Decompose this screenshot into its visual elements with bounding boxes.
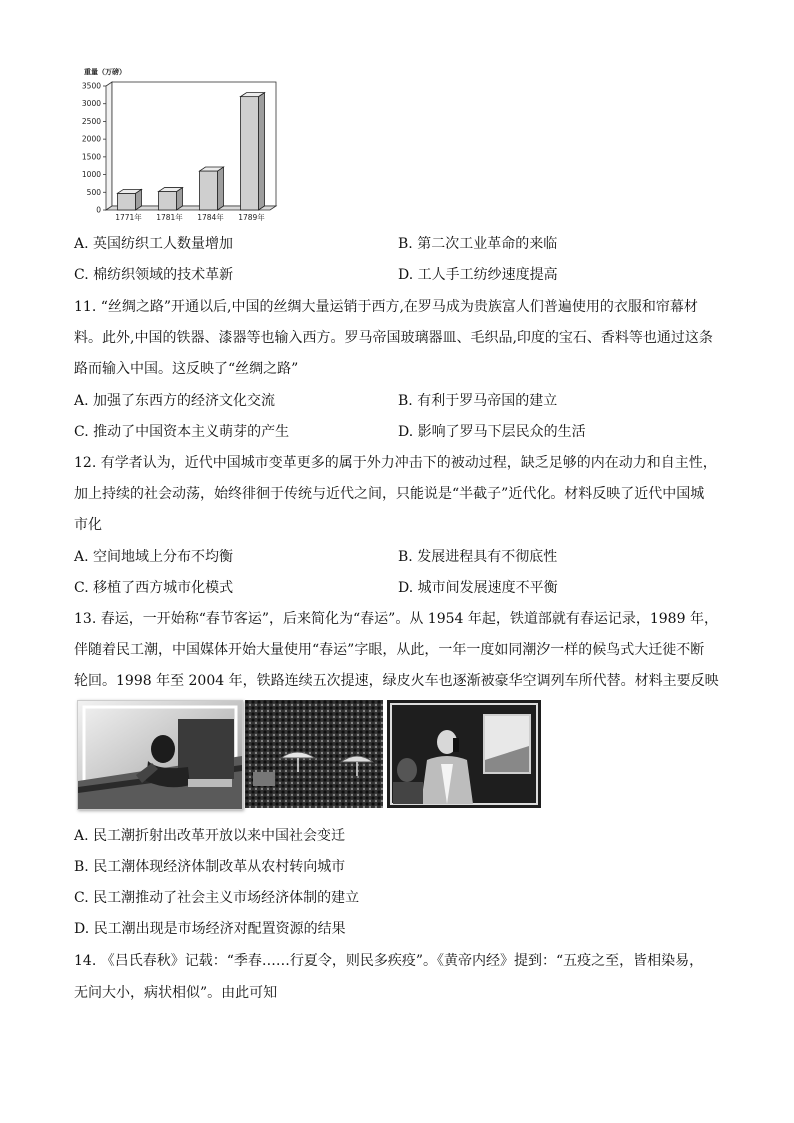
q12-option-b[interactable]: B. 发展进程具有不彻底性 <box>398 549 558 565</box>
q13-stem-line-2: 伴随着民工潮，中国媒体开始大量使用“春运”字眼，从此，一年一度如同潮汐一样的候鸟式大迁徙不断 <box>74 642 705 658</box>
photo-train-window <box>77 700 243 810</box>
q10-option-d[interactable]: D. 工人手工纺纱速度提高 <box>398 267 558 283</box>
chart-left-wall <box>106 82 112 210</box>
y-tick-label: 500 <box>86 187 101 197</box>
y-tick-label: 2000 <box>81 134 101 144</box>
q13-option-a[interactable]: A. 民工潮折射出改革开放以来中国社会变迁 <box>74 828 346 844</box>
q11-option-d[interactable]: D. 影响了罗马下层民众的生活 <box>398 424 586 440</box>
q13-stem-line-3: 轮回。1998 年至 2004 年，铁路连续五次提速，绿皮火车也逐渐被豪华空调列车所代替。材料主要反映 <box>74 673 719 689</box>
q12-option-a[interactable]: A. 空间地域上分布不均衡 <box>74 549 234 565</box>
chart-y-axis-label: 重量（万磅） <box>84 68 126 76</box>
q10-option-c[interactable]: C. 棉纺织领域的技术革新 <box>74 267 234 283</box>
x-tick-label: 1771年 <box>115 213 142 222</box>
photo-man-on-phone <box>387 700 541 808</box>
q12-stem-line-3: 市化 <box>74 517 102 533</box>
q10-option-a[interactable]: A. 英国纺织工人数量增加 <box>74 236 234 252</box>
y-tick-label: 3500 <box>81 81 101 91</box>
q11-stem-line-1: 11. “丝绸之路”开通以后,中国的丝绸大量运销于西方,在罗马成为贵族富人们普遍使用的衣服和帘幕材 <box>74 299 698 315</box>
q11-stem-line-3: 路而输入中国。这反映了“丝绸之路” <box>74 361 299 377</box>
y-tick-label: 2500 <box>81 116 101 126</box>
x-tick-label: 1784年 <box>197 213 224 222</box>
q14-stem-line-1: 14. 《吕氏春秋》记载：“季春……行夏令，则民多疾疫”。《黄帝内经》提到：“五疫之至，皆相染易， <box>74 953 704 969</box>
q11-stem-line-2: 料。此外,中国的铁器、漆器等也输入西方。罗马帝国玻璃器皿、毛织品,印度的宝石、香料等也通过这条 <box>74 330 713 346</box>
photo-crowd-umbrellas <box>245 700 383 808</box>
q12-stem-line-2: 加上持续的社会动荡，始终徘徊于传统与近代之间，只能说是“半截子”近代化。材料反映了近代中国城 <box>74 486 705 502</box>
chart-bar <box>118 189 142 210</box>
q11-option-c[interactable]: C. 推动了中国资本主义萌芽的产生 <box>74 424 290 440</box>
q13-option-b[interactable]: B. 民工潮体现经济体制改革从农村转向城市 <box>74 859 346 875</box>
y-tick-label: 3000 <box>81 99 101 109</box>
chart-bar <box>200 167 224 210</box>
y-tick-label: 1000 <box>81 170 101 180</box>
chart-x-ticks <box>115 212 265 222</box>
q12-stem-line-1: 12. 有学者认为，近代中国城市变革更多的属于外力冲击下的被动过程，缺乏足够的内在动力和自主性， <box>74 455 717 471</box>
q12-option-d[interactable]: D. 城市间发展速度不平衡 <box>398 580 558 596</box>
q13-stem-line-1: 13. 春运，一开始称“春节客运”，后来简化为“春运”。从 1954 年起，铁道部就有春运记录，1989 年， <box>74 611 718 627</box>
x-tick-label: 1781年 <box>156 213 183 222</box>
chart-bar <box>159 188 183 210</box>
q14-stem-line-2: 无问大小，病状相似”。由此可知 <box>74 985 278 1001</box>
y-tick-label: 1500 <box>81 152 101 162</box>
chart-bar <box>241 93 265 210</box>
y-tick-label: 0 <box>96 205 101 215</box>
cotton-weight-bar-chart <box>70 64 290 224</box>
q12-option-c[interactable]: C. 移植了西方城市化模式 <box>74 580 234 596</box>
q13-option-d[interactable]: D. 民工潮出现是市场经济对配置资源的结果 <box>74 921 346 937</box>
q11-option-b[interactable]: B. 有利于罗马帝国的建立 <box>398 393 558 409</box>
q13-option-c[interactable]: C. 民工潮推动了社会主义市场经济体制的建立 <box>74 890 360 906</box>
q10-option-b[interactable]: B. 第二次工业革命的来临 <box>398 236 558 252</box>
q11-option-a[interactable]: A. 加强了东西方的经济文化交流 <box>74 393 276 409</box>
x-tick-label: 1789年 <box>238 213 265 222</box>
chart-y-ticks <box>82 82 106 215</box>
